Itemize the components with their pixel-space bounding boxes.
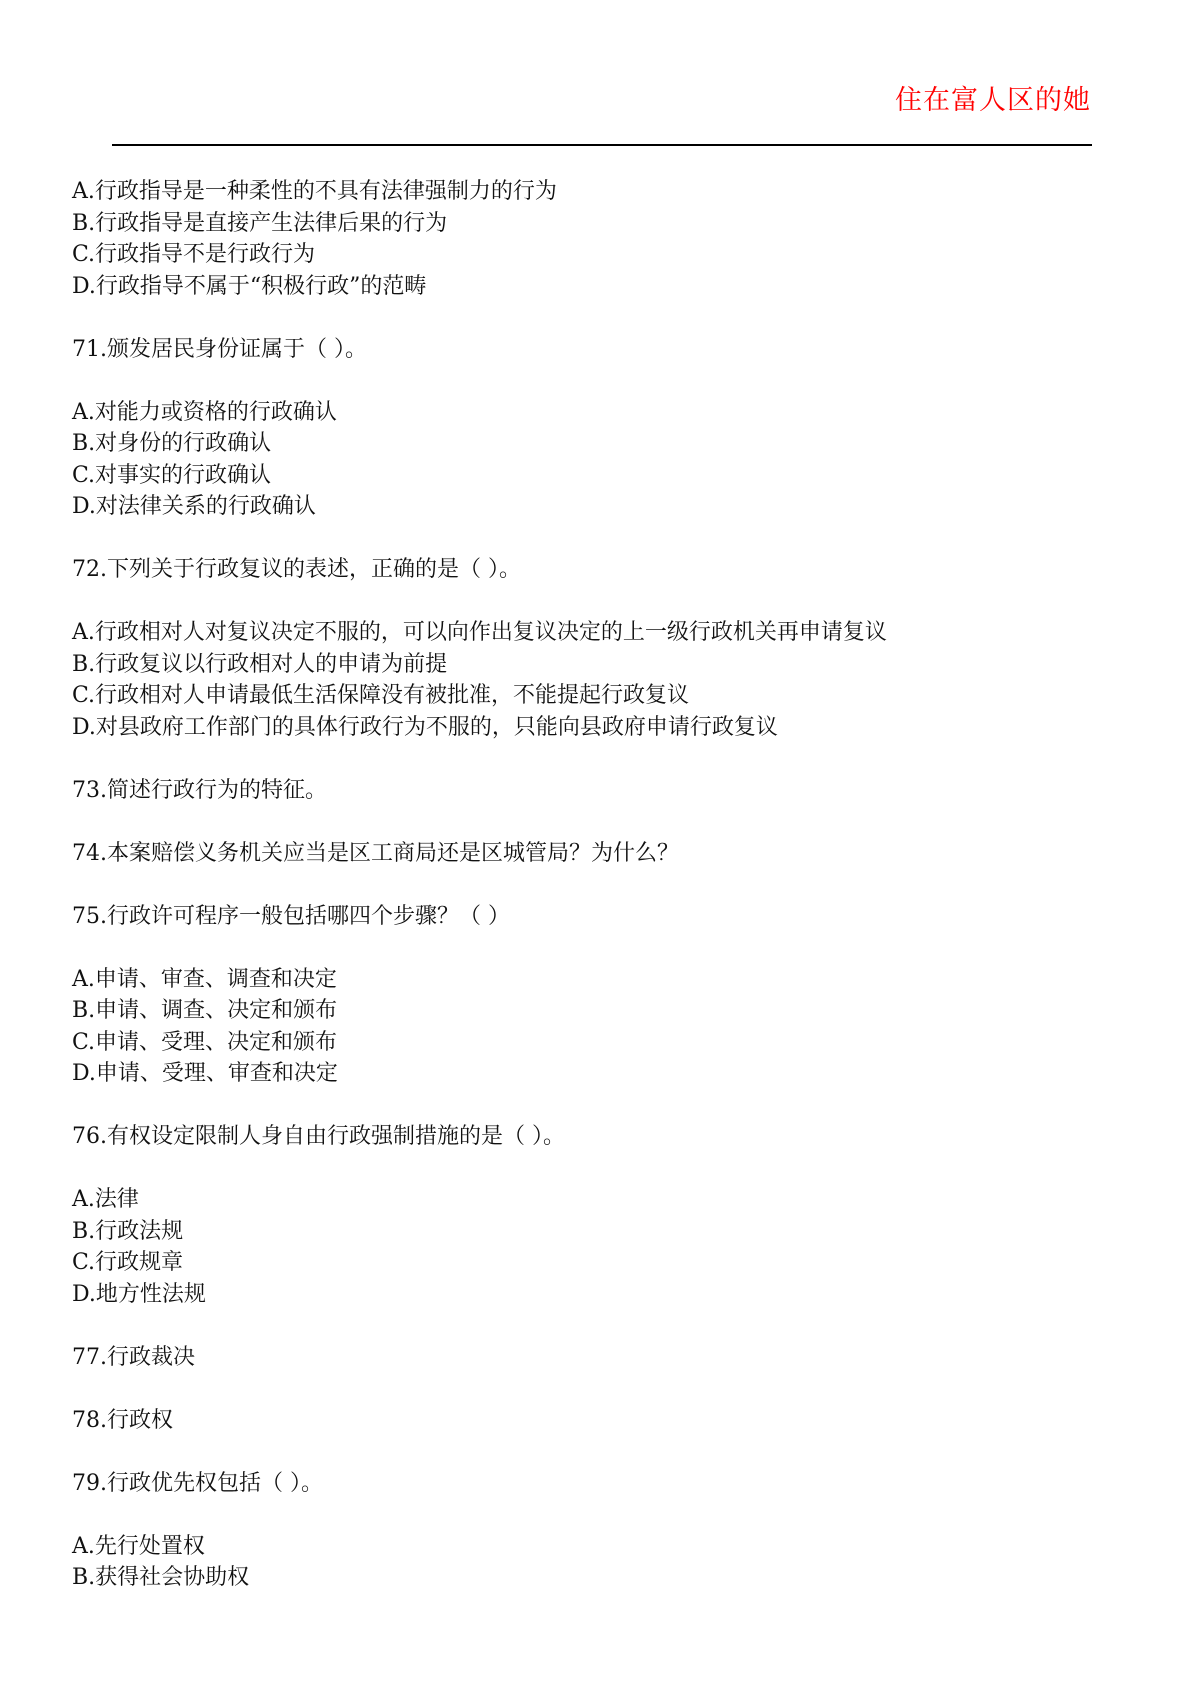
question-text: 73.简述行政行为的特征。 (72, 777, 327, 803)
answer-option: D.行政指导不属于“积极行政”的范畴 (72, 273, 427, 299)
answer-option: C.行政指导不是行政行为 (72, 242, 316, 267)
answer-option: D.对县政府工作部门的具体行政行为不服的，只能向县政府申请行政复议 (72, 714, 778, 740)
document-body (72, 176, 1112, 1594)
answer-option: C.申请、受理、决定和颁布 (72, 1029, 338, 1055)
paragraph-spacer (72, 302, 1112, 334)
answer-option: A.行政相对人对复议决定不服的，可以向作出复议决定的上一级行政机关再申请复议 (72, 620, 887, 645)
paragraph-spacer (72, 365, 1112, 397)
answer-option: B.行政复议以行政相对人的申请为前提 (72, 651, 448, 677)
paragraph-spacer (72, 1499, 1112, 1531)
question-text: 76.有权设定限制人身自由行政强制措施的是（ ）。 (72, 1124, 565, 1149)
answer-option: C.行政相对人申请最低生活保障没有被批准，不能提起行政复议 (72, 683, 690, 708)
paragraph-spacer (72, 1373, 1112, 1405)
paragraph-spacer (72, 1090, 1112, 1122)
paragraph-spacer (72, 869, 1112, 901)
question-text: 79.行政优先权包括（ ）。 (72, 1470, 323, 1496)
question-text: 75.行政许可程序一般包括哪四个步骤？（ ） (72, 903, 510, 929)
answer-option: B.行政法规 (72, 1218, 184, 1244)
paragraph-spacer (72, 932, 1112, 964)
paragraph-spacer (72, 806, 1112, 838)
paragraph-spacer (72, 1436, 1112, 1468)
question-text: 72.下列关于行政复议的表述，正确的是（ ）。 (72, 557, 521, 582)
answer-option: D.地方性法规 (72, 1281, 206, 1307)
answer-option: A.先行处置权 (72, 1533, 205, 1559)
paragraph-spacer (72, 586, 1112, 618)
question-text: 77.行政裁决 (72, 1344, 195, 1370)
paragraph-spacer (72, 1153, 1112, 1185)
answer-option: A.对能力或资格的行政确认 (72, 399, 337, 425)
answer-option: B.行政指导是直接产生法律后果的行为 (72, 210, 448, 236)
question-text: 78.行政权 (72, 1407, 173, 1433)
answer-option: A.行政指导是一种柔性的不具有法律强制力的行为 (72, 179, 557, 204)
answer-option: D.申请、受理、审查和决定 (72, 1061, 338, 1086)
paragraph-spacer (72, 1310, 1112, 1342)
answer-option: B.申请、调查、决定和颁布 (72, 998, 338, 1023)
paragraph-spacer (72, 523, 1112, 555)
answer-option: A.法律 (72, 1187, 139, 1212)
question-text: 71.颁发居民身份证属于（ ）。 (72, 336, 367, 362)
answer-option: B.对身份的行政确认 (72, 431, 272, 456)
header-divider (112, 144, 1092, 146)
answer-option: C.对事实的行政确认 (72, 462, 272, 488)
page-header-title: 住在富人区的她 (895, 85, 1091, 116)
answer-option: A.申请、审查、调查和决定 (72, 966, 337, 992)
answer-option: C.行政规章 (72, 1250, 184, 1275)
answer-option: D.对法律关系的行政确认 (72, 494, 316, 519)
question-text: 74.本案赔偿义务机关应当是区工商局还是区城管局？为什么？ (72, 840, 679, 866)
paragraph-spacer (72, 743, 1112, 775)
answer-option: B.获得社会协助权 (72, 1565, 250, 1590)
